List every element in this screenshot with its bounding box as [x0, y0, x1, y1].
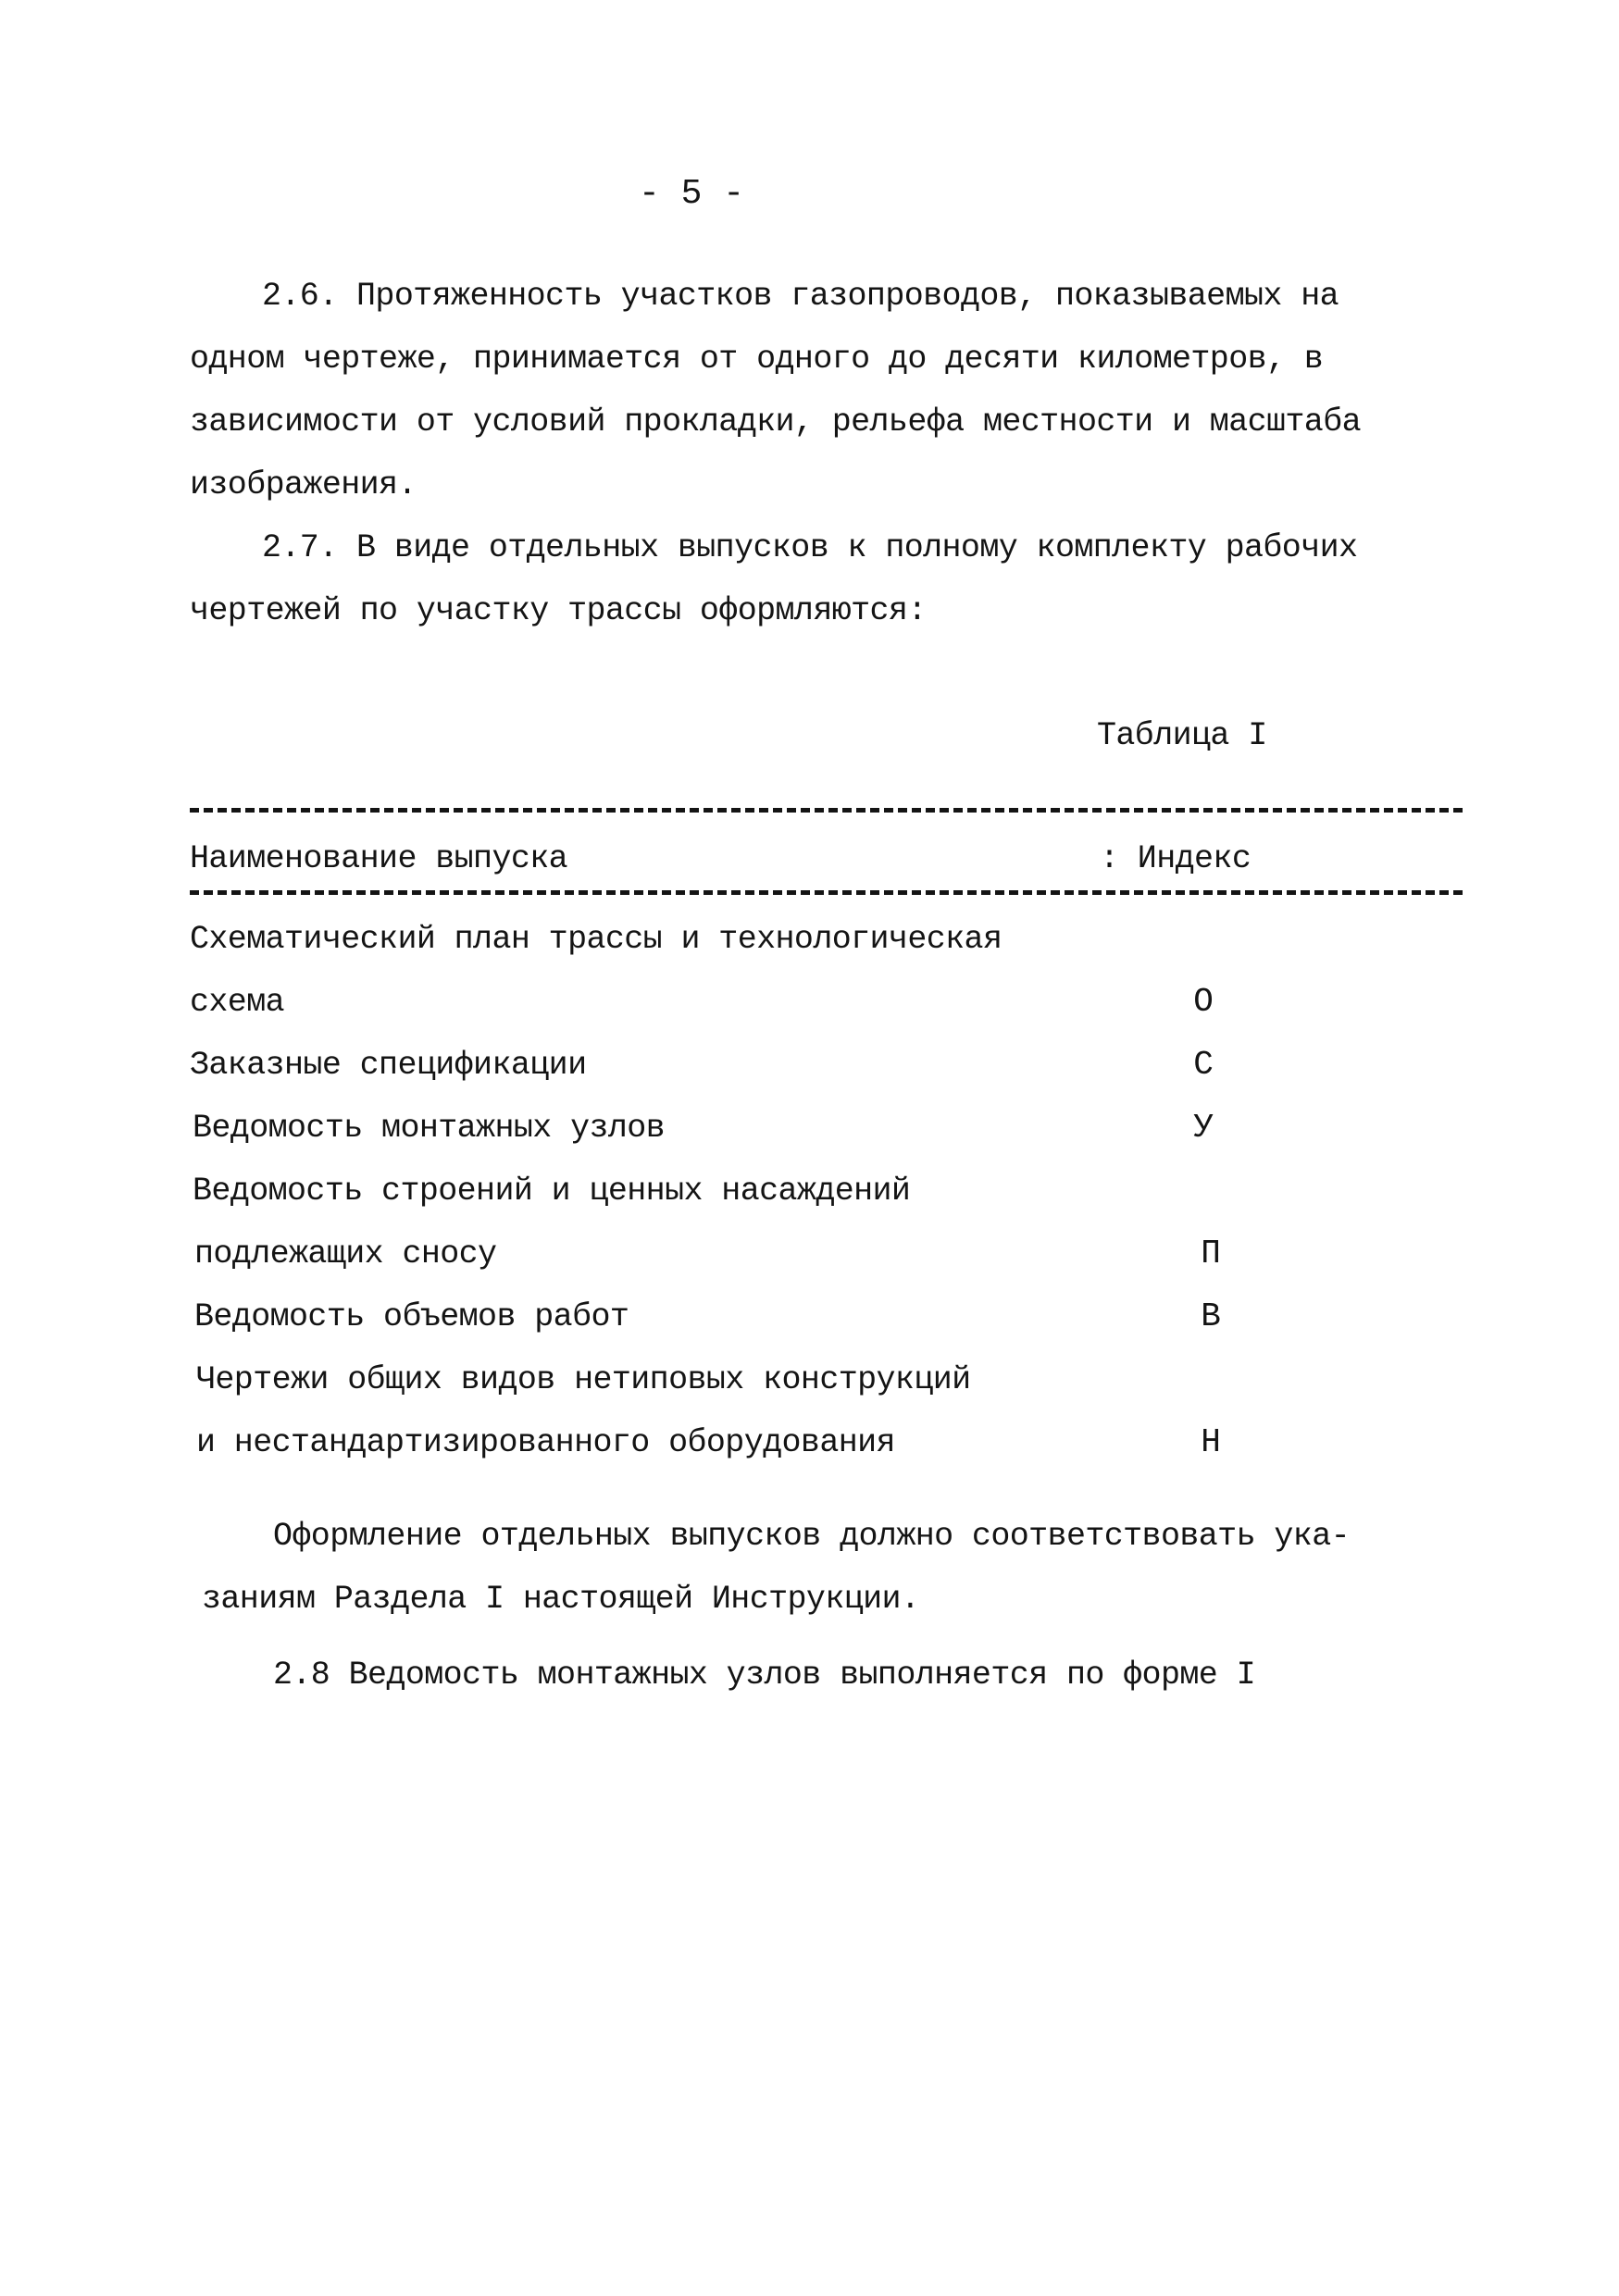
table-row-index: О — [1193, 983, 1214, 1021]
table-row-name: Заказные спецификации — [190, 1047, 587, 1084]
table-header-name: Наименование выпуска — [190, 840, 568, 877]
table-row-name: Чертежи общих видов нетиповых конструкций — [196, 1361, 971, 1398]
table-row-index: С — [1193, 1046, 1214, 1084]
table-caption: Таблица I — [1097, 717, 1267, 754]
page-number: - 5 - — [639, 174, 745, 214]
section-2-8-line-1: 2.8 Ведомость монтажных узлов выполняется по форме I — [273, 1657, 1255, 1694]
section-2-6-line-1: 2.6. Протяженность участков газопроводов, показываемых на — [262, 278, 1339, 315]
note-line-2: заниям Раздела I настоящей Инструкции. — [202, 1581, 920, 1618]
table-header-index: : Индекс — [1100, 840, 1252, 877]
table-row-name: Ведомость объемов работ — [194, 1298, 629, 1335]
table-row-name: Ведомость строений и ценных насаждений — [193, 1173, 911, 1210]
table-row-index: В — [1201, 1297, 1221, 1335]
section-2-6-line-2: одном чертеже, принимается от одного до десяти километров, в — [190, 341, 1324, 378]
table-row-name: Схематический план трассы и технологическая — [190, 921, 1003, 958]
section-2-7-line-1: 2.7. В виде отдельных выпусков к полному комплекту рабочих — [262, 529, 1358, 566]
table-row-name: схема — [190, 984, 285, 1021]
table-row-index: П — [1201, 1235, 1221, 1272]
section-2-6-line-3: зависимости от условий прокладки, рельефа местности и масштаба — [190, 403, 1362, 441]
table-top-rule — [190, 808, 1463, 813]
section-2-6-line-4: изображения. — [190, 466, 417, 503]
table-row-index: У — [1193, 1109, 1214, 1147]
note-line-1: Оформление отдельных выпусков должно соответствовать ука- — [273, 1518, 1350, 1555]
table-row-name: Ведомость монтажных узлов — [193, 1110, 666, 1147]
table-row-name: и нестандартизированного оборудования — [196, 1424, 895, 1461]
table-header-rule — [190, 890, 1463, 895]
section-2-7-line-2: чертежей по участку трассы оформляются: — [190, 592, 927, 629]
table-row-name: подлежащих сносу — [194, 1235, 497, 1272]
table-row-index: Н — [1201, 1423, 1221, 1461]
